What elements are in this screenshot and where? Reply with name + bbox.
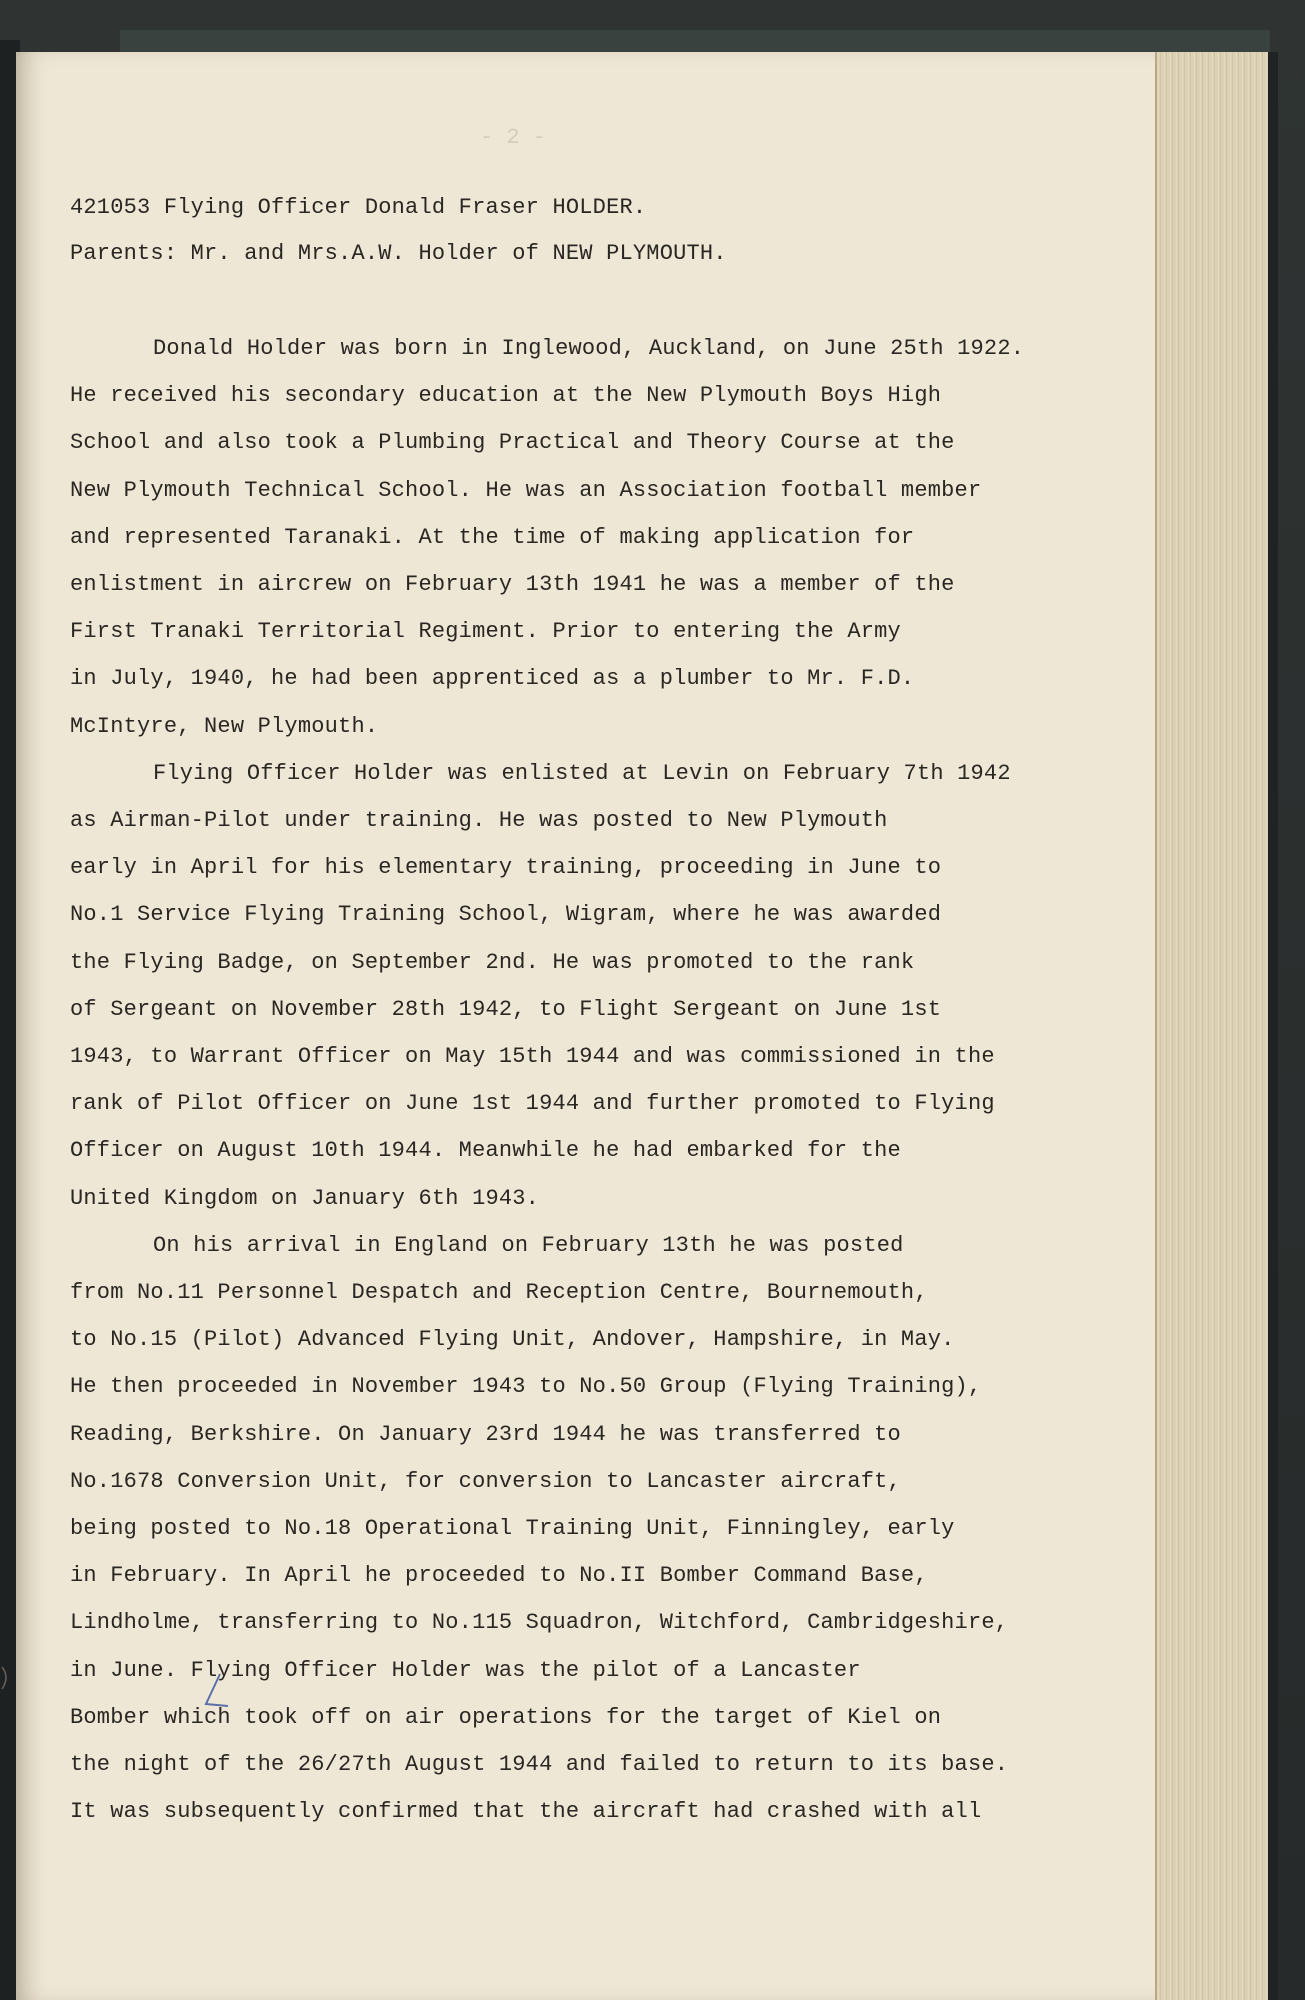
text-line: Lindholme, transferring to No.115 Squadron, Witchford, Cambridgeshire,: [70, 1610, 1009, 1636]
paragraph-enlistment: [70, 750, 1100, 1222]
margin-mark-icon: [0, 1665, 12, 1691]
text-line: Flying Officer Holder was enlisted at Levin on February 7th 1942: [153, 760, 1011, 786]
text-line: New Plymouth Technical School. He was an Association football member: [70, 477, 982, 503]
text-line: from No.11 Personnel Despatch and Reception Centre, Bournemouth,: [70, 1280, 928, 1306]
text-line: in February. In April he proceeded to No.II Bomber Command Base,: [70, 1563, 928, 1589]
text-line: to No.15 (Pilot) Advanced Flying Unit, Andover, Hampshire, in May.: [70, 1327, 955, 1353]
text-line: It was subsequently confirmed that the aircraft had crashed with all: [70, 1799, 982, 1825]
text-line: in June. Flying Officer Holder was the pilot of a Lancaster: [70, 1657, 861, 1683]
text-line: Bomber which took off on air operations for the target of Kiel on: [70, 1704, 942, 1730]
text-line: First Tranaki Territorial Regiment. Prior to entering the Army: [70, 619, 901, 645]
text-line: the Flying Badge, on September 2nd. He was promoted to the rank: [70, 949, 915, 975]
text-line: Officer on August 10th 1944. Meanwhile he had embarked for the: [70, 1138, 901, 1164]
text-line: United Kingdom on January 6th 1943.: [70, 1185, 540, 1211]
text-line: No.1 Service Flying Training School, Wigram, where he was awarded: [70, 902, 942, 928]
text-line: the night of the 26/27th August 1944 and failed to return to its base.: [70, 1752, 1009, 1778]
text-line: in July, 1940, he had been apprenticed as a plumber to Mr. F.D.: [70, 666, 915, 692]
text-line: McIntyre, New Plymouth.: [70, 713, 379, 739]
pencil-mark-icon: [200, 1672, 230, 1712]
service-header: 421053 Flying Officer Donald Fraser HOLDER.: [70, 195, 647, 220]
text-line: rank of Pilot Officer on June 1st 1944 and further promoted to Flying: [70, 1091, 995, 1117]
parents-line: Parents: Mr. and Mrs.A.W. Holder of NEW PLYMOUTH.: [70, 241, 727, 266]
document-body: [70, 185, 1100, 1836]
page-block-edges: [1155, 52, 1272, 2000]
text-line: 1943, to Warrant Officer on May 15th 1944 and was commissioned in the: [70, 1044, 995, 1070]
text-line: No.1678 Conversion Unit, for conversion to Lancaster aircraft,: [70, 1468, 901, 1494]
text-line: He then proceeded in November 1943 to No.50 Group (Flying Training),: [70, 1374, 982, 1400]
page-number: - 2 -: [480, 125, 547, 150]
text-line: and represented Taranaki. At the time of making application for: [70, 524, 915, 550]
paragraph-early-life: [70, 325, 1100, 750]
text-line: enlistment in aircrew on February 13th 1941 he was a member of the: [70, 572, 955, 598]
text-line: He received his secondary education at the New Plymouth Boys High: [70, 383, 942, 409]
text-line: as Airman-Pilot under training. He was posted to New Plymouth: [70, 808, 888, 834]
page-block-shadow: [1268, 52, 1278, 2000]
text-line: being posted to No.18 Operational Training Unit, Finningley, early: [70, 1516, 955, 1542]
paragraph-england-service: [70, 1222, 1100, 1836]
text-line: School and also took a Plumbing Practical and Theory Course at the: [70, 430, 955, 456]
text-line: of Sergeant on November 28th 1942, to Flight Sergeant on June 1st: [70, 996, 942, 1022]
text-line: Reading, Berkshire. On January 23rd 1944 he was transferred to: [70, 1421, 901, 1447]
text-line: early in April for his elementary training, proceeding in June to: [70, 855, 942, 881]
text-line: On his arrival in England on February 13th he was posted: [153, 1232, 904, 1258]
text-line: Donald Holder was born in Inglewood, Auckland, on June 25th 1922.: [153, 336, 1025, 361]
